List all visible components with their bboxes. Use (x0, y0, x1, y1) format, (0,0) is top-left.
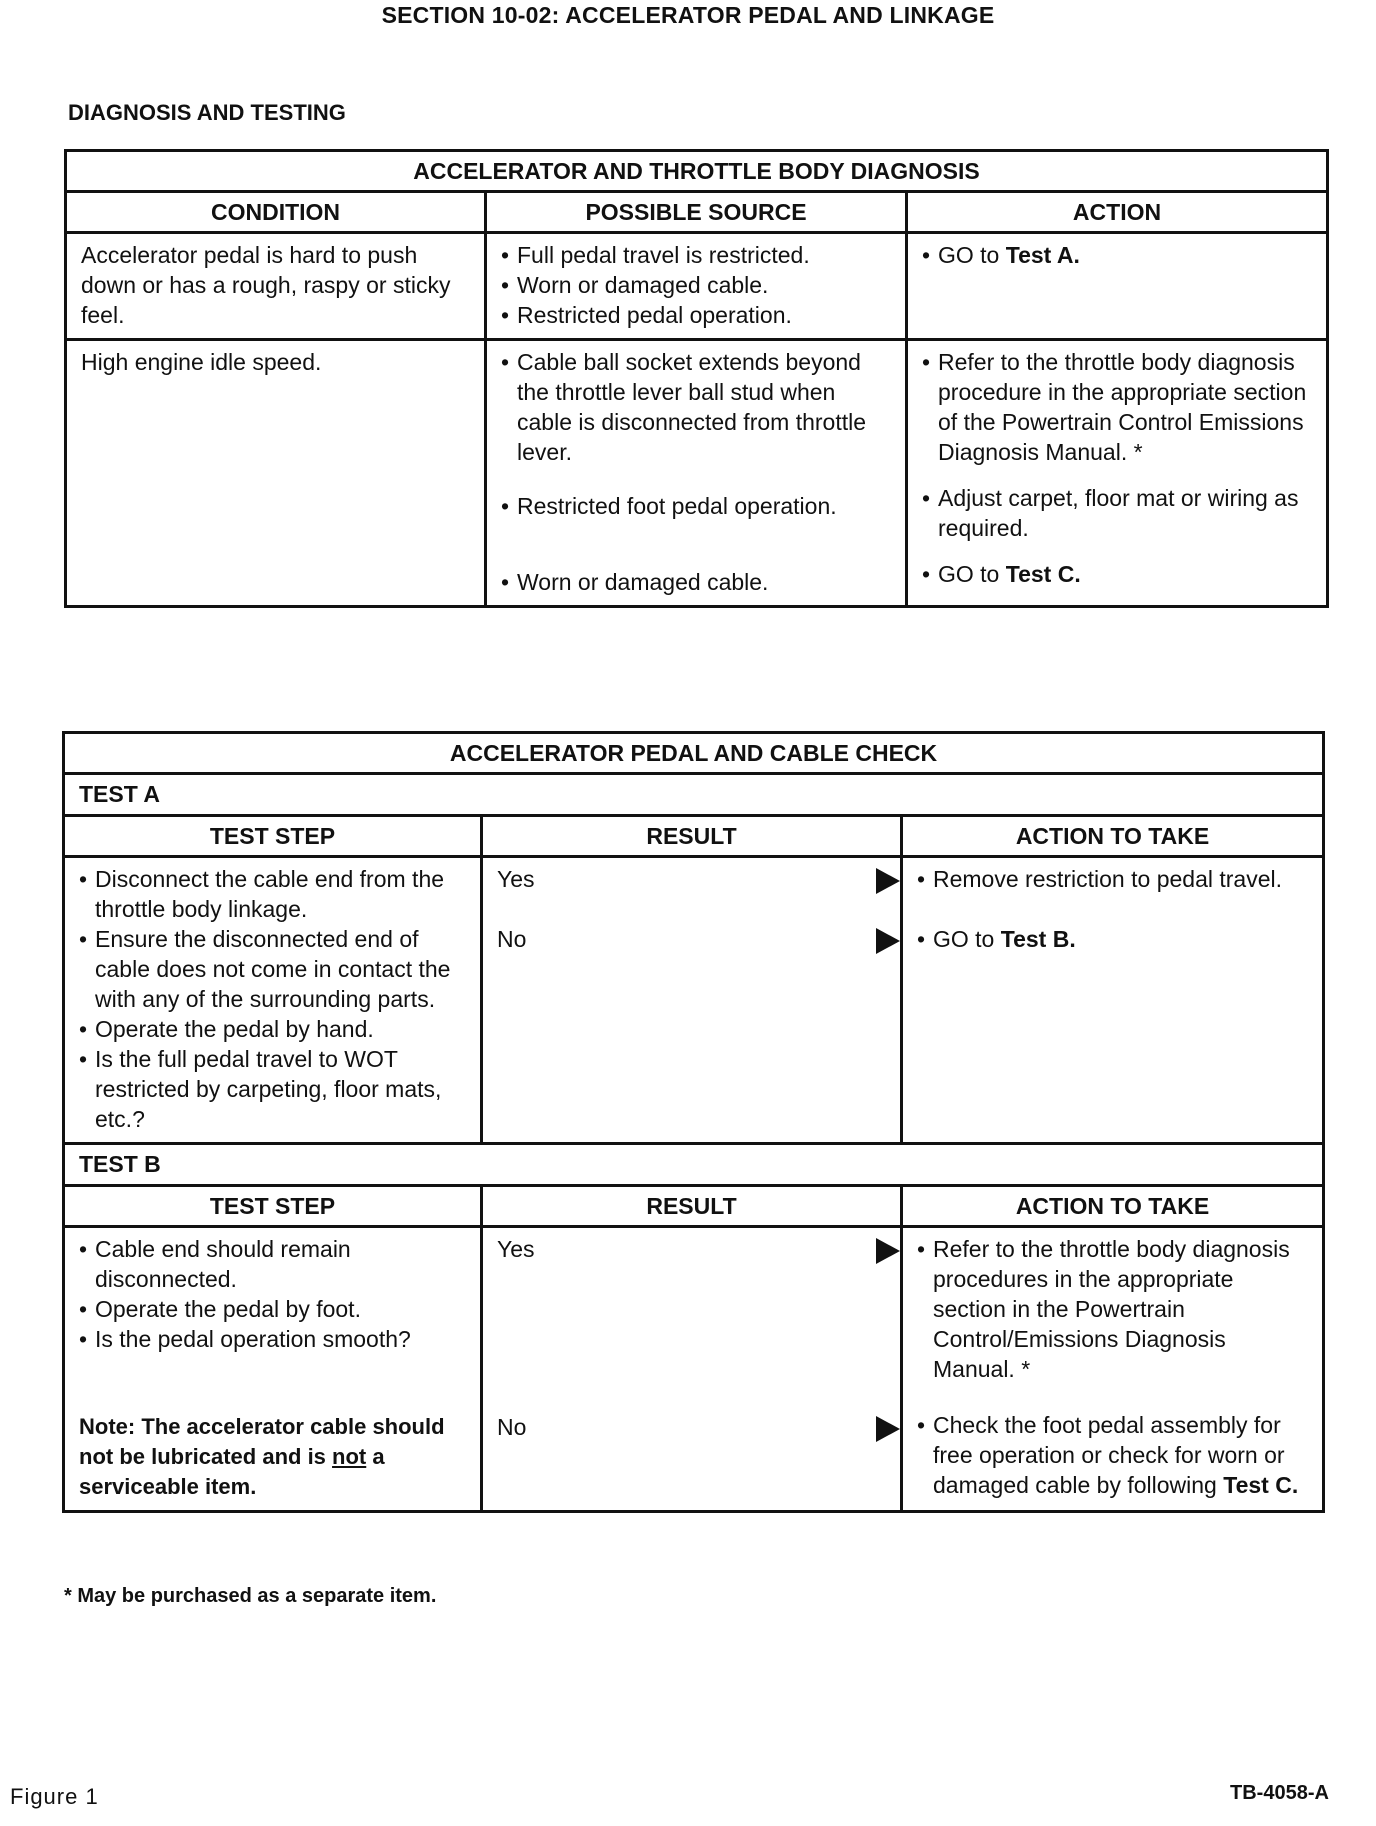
result-yes-label: Yes (497, 866, 535, 892)
list-item: • Worn or damaged cable. (501, 567, 891, 597)
list-item: • Cable ball socket extends beyond the throttle lever ball stud when cable is disconnected from throttle lever. (501, 347, 891, 467)
result-arrow-icon (876, 1238, 900, 1264)
table-row (66, 340, 1328, 607)
test-step-cell (64, 857, 482, 1144)
list-item: • Operate the pedal by hand. (79, 1014, 466, 1044)
column-header-action-to-take: ACTION TO TAKE (902, 1186, 1324, 1227)
result-cell (482, 857, 902, 1144)
list-item: • Refer to the throttle body diagnosis procedure in the appropriate section of the Powertrain Control Emissions Diagnosis Manual. * (922, 347, 1312, 467)
test-step-cell (64, 1227, 482, 1512)
result-no-label: No (497, 926, 527, 952)
section-title: SECTION 10-02: ACCELERATOR PEDAL AND LINKAGE (381, 2, 995, 28)
list-item: • Is the pedal operation smooth? (79, 1324, 466, 1354)
action-to-take-cell (902, 857, 1324, 1144)
result-yes-label: Yes (497, 1236, 535, 1262)
list-item (917, 924, 1308, 954)
table-row (64, 1227, 1324, 1512)
list-item: • Is the full pedal travel to WOT restricted by carpeting, floor mats, etc.? (79, 1044, 466, 1134)
diagnosis-table (64, 149, 1329, 608)
column-header-result: RESULT (482, 816, 902, 857)
action-text: GO to (933, 926, 1001, 952)
possible-source-cell (486, 340, 907, 607)
action-text: GO to (938, 242, 1006, 268)
test-reference: Test C. (1223, 1472, 1299, 1498)
test-reference: Test B. (1000, 926, 1076, 952)
list-item: • Restricted foot pedal operation. (501, 491, 891, 521)
list-item: • Cable end should remain disconnected. (79, 1234, 466, 1294)
result-arrow-icon (876, 1416, 900, 1442)
table-row (64, 857, 1324, 1144)
note-emphasis: not (332, 1444, 367, 1469)
list-item: • Operate the pedal by foot. (79, 1294, 466, 1324)
result-yes (497, 864, 886, 894)
condition-cell: High engine idle speed. (66, 340, 486, 607)
list-item: • Adjust carpet, floor mat or wiring as required. (922, 483, 1312, 543)
list-item: • Full pedal travel is restricted. (501, 240, 891, 270)
figure-caption: Figure 1 (10, 1784, 99, 1809)
list-item: • Disconnect the cable end from the throttle body linkage. (79, 864, 466, 924)
column-header-test-step: TEST STEP (64, 816, 482, 857)
result-yes (497, 1234, 886, 1264)
list-item: • Restricted pedal operation. (501, 300, 891, 330)
list-item (922, 559, 1312, 589)
action-text: Check the foot pedal assembly for free operation or check for worn or damaged cable by following (933, 1412, 1285, 1498)
list-item: • Worn or damaged cable. (501, 270, 891, 300)
possible-source-cell (486, 233, 907, 340)
column-header-condition: CONDITION (66, 192, 486, 233)
column-header-test-step: TEST STEP (64, 1186, 482, 1227)
result-arrow-icon (876, 928, 900, 954)
test-reference: Test A. (1005, 242, 1080, 268)
diagnosis-heading: DIAGNOSIS AND TESTING (68, 100, 346, 125)
list-item: • Ensure the disconnected end of cable does not come in contact the with any of the surrounding parts. (79, 924, 466, 1014)
action-text: GO to (938, 561, 1006, 587)
test-a-label: TEST A (64, 774, 1324, 816)
list-item: • Refer to the throttle body diagnosis procedures in the appropriate section in the Powertrain Control/Emissions Diagnosis Manual. * (917, 1234, 1308, 1384)
diagnosis-table-title: ACCELERATOR AND THROTTLE BODY DIAGNOSIS (66, 151, 1328, 192)
action-cell (907, 340, 1328, 607)
cable-check-table (62, 731, 1325, 1513)
result-arrow-icon (876, 868, 900, 894)
list-item (922, 240, 1312, 270)
figure-code: TB-4058-A (1230, 1782, 1329, 1804)
check-table-title: ACCELERATOR PEDAL AND CABLE CHECK (64, 733, 1324, 774)
condition-cell: Accelerator pedal is hard to push down or has a rough, raspy or sticky feel. (66, 233, 486, 340)
test-reference: Test C. (1005, 561, 1081, 587)
action-to-take-cell (902, 1227, 1324, 1512)
test-b-label: TEST B (64, 1144, 1324, 1186)
lubrication-note: Note: The accelerator cable should not be lubricated and is not a serviceable item. (79, 1414, 445, 1499)
action-cell (907, 233, 1328, 340)
list-item (917, 1410, 1308, 1500)
column-header-result: RESULT (482, 1186, 902, 1227)
result-no (497, 1412, 886, 1442)
result-no (497, 924, 886, 954)
column-header-action-to-take: ACTION TO TAKE (902, 816, 1324, 857)
result-no-label: No (497, 1414, 527, 1440)
table-row (66, 233, 1328, 340)
footnote: * May be purchased as a separate item. (64, 1585, 437, 1607)
list-item: • Remove restriction to pedal travel. (917, 864, 1308, 894)
result-cell (482, 1227, 902, 1512)
column-header-possible-source: POSSIBLE SOURCE (486, 192, 907, 233)
column-header-action: ACTION (907, 192, 1328, 233)
